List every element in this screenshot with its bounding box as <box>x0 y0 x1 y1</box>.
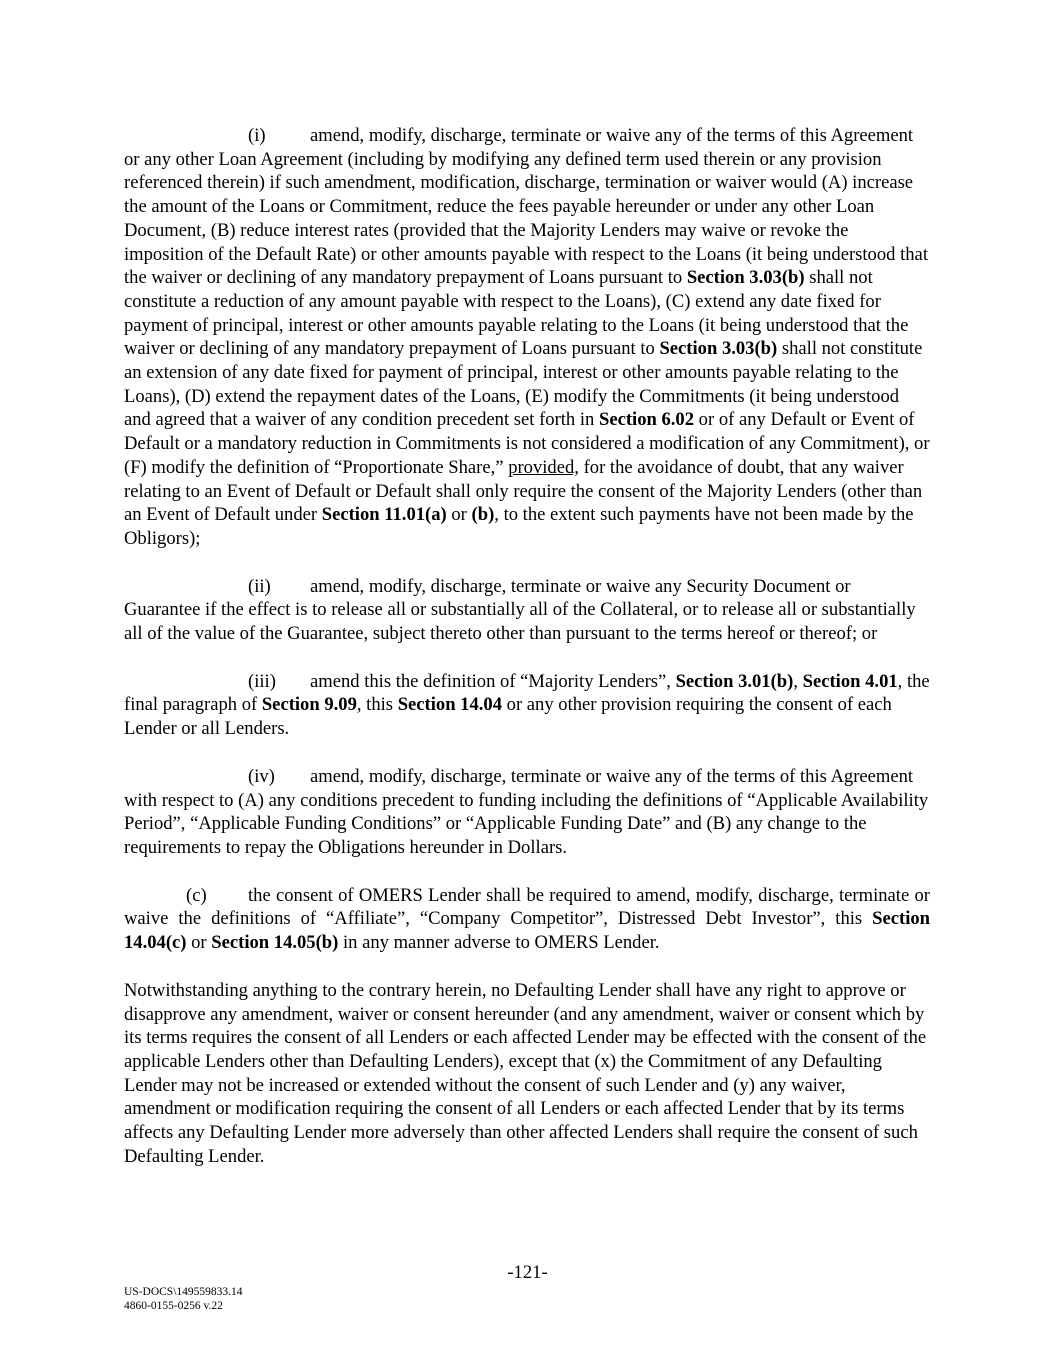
doc-id-version: 4860-0155-0256 v.22 <box>124 1300 223 1312</box>
section-reference: Section 14.04 <box>397 694 503 716</box>
section-reference: (b) <box>471 504 495 526</box>
paragraph-number: (iii) <box>248 670 276 692</box>
section-reference: Section 3.01(b) <box>675 670 794 692</box>
section-reference: Section 14.04(c) <box>124 908 930 954</box>
paragraph-number: (i) <box>248 125 266 146</box>
paragraph-c: (c) the consent of OMERS Lender shall be required to amend, modify, discharge, terminate or waive the definitions of “Affiliate”, “Company Competitor”, Distressed Debt Investor”, this Section 14.04(c) or Section 14.05(b) in any manner adverse to OMERS Lender. <box>124 884 930 954</box>
paragraph-spacer <box>124 741 930 765</box>
page-number: -121- <box>507 1262 548 1283</box>
doc-id-primary: US-DOCS\149559833.14 <box>124 1286 243 1298</box>
document-ids <box>124 1285 243 1313</box>
section-reference: Section 3.03(b) <box>659 338 778 360</box>
section-reference: Section 9.09 <box>261 694 357 716</box>
paragraph-spacer <box>124 646 930 670</box>
paragraph-spacer <box>124 955 930 979</box>
paragraph-spacer <box>124 551 930 575</box>
paragraph-iii: (iii) amend this the definition of “Majority Lenders”, Section 3.01(b), Section 4.01, the final paragraph of Section 9.09, this Section 14.04 or any other provision requiring the consent of each Lender or all Lenders. <box>124 670 930 740</box>
section-reference: Section 14.05(b) <box>211 932 339 954</box>
section-reference: Section 3.03(b) <box>686 267 805 289</box>
paragraph-number: (c) <box>186 884 207 906</box>
section-reference: Section 6.02 <box>599 409 695 431</box>
paragraph-spacer <box>124 860 930 884</box>
paragraph-ii: (ii) amend, modify, discharge, terminate or waive any Security Document or Guarantee if the effect is to release all or substantially all of the Collateral, or to release all or substantially all of the value of the Guarantee, subject thereto other than pursuant to the terms hereof or thereof; or <box>124 575 916 645</box>
paragraph-number: (iv) <box>248 765 275 787</box>
provided-term: provided, <box>508 456 579 478</box>
paragraph-number: (ii) <box>248 575 271 597</box>
section-reference: Section 11.01(a) <box>321 504 447 526</box>
paragraph-iv: (iv) amend, modify, discharge, terminate or waive any of the terms of this Agreement with respect to (A) any conditions precedent to funding including the definitions of “Applicable Availability Period”, “Applicable Funding Conditions” or “Applicable Funding Date” and (B) any change to the requirements to repay the Obligations hereunder in Dollars. <box>124 765 929 858</box>
document-body <box>124 124 930 1168</box>
paragraph-notwithstanding: Notwithstanding anything to the contrary herein, no Defaulting Lender shall have any right to approve or disapprove any amendment, waiver or consent hereunder (and any amendment, waiver or consent which by its terms requires the consent of all Lenders or each affected Lender may be effected with the consent of the applicable Lenders other than Defaulting Lenders), except that (x) the Commitment of any Defaulting Lender may not be increased or extended without the consent of such Lender and (y) any waiver, amendment or modification requiring the consent of all Lenders or each affected Lender that by its terms affects any Defaulting Lender more adversely than other affected Lenders shall require the consent of such Defaulting Lender. <box>124 979 927 1167</box>
section-reference: Section 4.01 <box>802 670 898 692</box>
paragraph-i: (i) amend, modify, discharge, terminate or waive any of the terms of this Agreement or any other Loan Agreement (including by modifying any defined term used therein or any provision referenced therein) if such amendment, modification, discharge, termination or waiver would (A) increase the amount of the Loans or Commitment, reduce the fees payable hereunder or under any other Loan Document, (B) reduce interest rates (provided that the Majority Lenders may waive or revoke the imposition of the Default Rate) or other amounts payable with respect to the Loans (it being understood that the waiver or declining of any mandatory prepayment of Loans pursuant to Section 3.03(b) shall not constitute a reduction of any amount payable with respect to the Loans), (C) extend any date fixed for payment of principal, interest or other amounts payable relating to the Loans (it being understood that the waiver or declining of any mandatory prepayment of Loans pursuant to Section 3.03(b) shall not constitute an extension of any date fixed for payment of principal, interest or other amounts payable relating to the Loans), (D) extend the repayment dates of the Loans, (E) modify the Commitments (it being understood and agreed that a waiver of any condition precedent set forth in Section 6.02 or of any Default or Event of Default or a mandatory reduction in Commitments is not considered a modification of any Commitment), or (F) modify the definition of “Proportionate Share,” provided, for the avoidance of doubt, that any waiver relating to an Event of Default or Default shall only require the consent of the Majority Lenders (other than an Event of Default under Section 11.01(a) or (b), to the extent such payments have not been made by the Obligors); <box>124 125 930 549</box>
